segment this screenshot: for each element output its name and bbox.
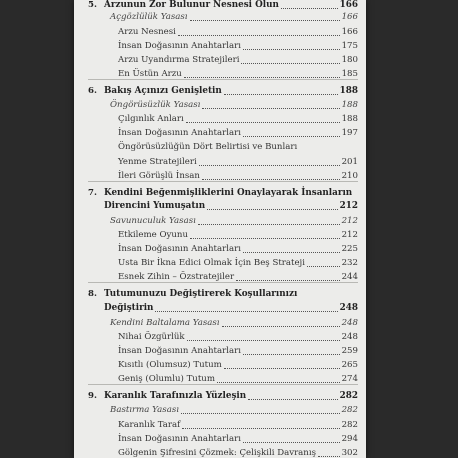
toc-title: Çılgınlık Anları xyxy=(118,114,184,124)
toc-title: Yenme Stratejileri xyxy=(118,157,197,167)
page-number: 248 xyxy=(339,303,358,313)
toc-section xyxy=(74,98,366,112)
page-number: 294 xyxy=(341,434,358,444)
chapter-number: 9. xyxy=(88,391,97,401)
page-number: 175 xyxy=(341,41,358,51)
page-number: 188 xyxy=(341,100,358,110)
toc-item xyxy=(74,112,366,126)
dot-leader xyxy=(186,120,340,123)
toc-title: Bakış Açınızı Genişletin xyxy=(104,86,222,96)
dot-leader xyxy=(190,236,340,239)
toc-title: İnsan Doğasının Anahtarları xyxy=(118,434,241,444)
dot-leader xyxy=(318,454,340,457)
page-number: 302 xyxy=(341,448,358,458)
page-number: 212 xyxy=(339,201,358,211)
toc-title: Karanlık Taraf xyxy=(118,420,181,430)
toc-title: Esnek Zihin – Özstratejiler xyxy=(118,272,235,282)
page-number: 282 xyxy=(341,420,358,430)
page-number: 244 xyxy=(341,272,358,282)
toc-item xyxy=(74,418,366,432)
toc-title: Direncini Yumuşatın xyxy=(104,201,206,211)
section-divider xyxy=(88,79,358,80)
dot-leader xyxy=(222,324,340,327)
toc-chapter xyxy=(74,199,366,213)
toc-title: Öngörüsüzlüğün Dört Belirtisi ve Bunları xyxy=(118,142,298,152)
toc-title: Kısıtlı (Olumsuz) Tutum xyxy=(118,360,222,370)
dot-leader xyxy=(202,177,340,180)
toc-item xyxy=(74,432,366,446)
toc-title: İnsan Doğasının Anahtarları xyxy=(118,41,241,51)
chapter-number: 5. xyxy=(88,0,97,10)
page-number: 248 xyxy=(341,332,358,342)
section-divider xyxy=(88,282,358,283)
dot-leader xyxy=(243,47,340,50)
toc-title: En Üstün Arzu xyxy=(118,69,182,79)
toc-title: Değiştirin xyxy=(104,303,154,313)
toc-title: İnsan Doğasının Anahtarları xyxy=(118,346,241,356)
toc-item xyxy=(74,330,366,344)
dot-leader xyxy=(243,250,340,253)
page-number: 274 xyxy=(341,374,358,384)
toc-chapter xyxy=(74,84,366,98)
toc-item xyxy=(74,228,366,242)
page-number: 166 xyxy=(341,12,358,22)
page-number: 180 xyxy=(341,55,358,65)
dot-leader xyxy=(155,309,338,312)
toc-item xyxy=(74,358,366,372)
chapter-number: 7. xyxy=(88,188,97,198)
dot-leader xyxy=(241,61,340,64)
page-number: 282 xyxy=(339,391,358,401)
page-number: 166 xyxy=(339,0,358,10)
toc-item xyxy=(74,155,366,169)
dot-leader xyxy=(236,278,340,281)
toc-chapter xyxy=(74,301,366,315)
toc-section xyxy=(74,403,366,417)
page-number: 212 xyxy=(341,230,358,240)
dot-leader xyxy=(184,75,340,78)
dot-leader xyxy=(243,440,340,443)
toc-chapter xyxy=(74,186,366,200)
dot-leader xyxy=(217,380,340,383)
page-number: 259 xyxy=(341,346,358,356)
page-number: 265 xyxy=(341,360,358,370)
dot-leader xyxy=(207,207,338,210)
section-divider xyxy=(88,384,358,385)
page-number: 225 xyxy=(341,244,358,254)
toc-section xyxy=(74,316,366,330)
dot-leader xyxy=(199,163,340,166)
toc-title: Karanlık Tarafınızla Yüzleşin xyxy=(104,391,247,401)
page-number: 232 xyxy=(341,258,358,268)
dot-leader xyxy=(248,397,338,400)
toc-title: Nihai Özgürlük xyxy=(118,332,185,342)
dot-leader xyxy=(307,264,340,267)
chapter-number: 8. xyxy=(88,289,97,299)
page-number: 197 xyxy=(341,128,358,138)
toc-title: Gölgenin Şifresini Çözmek: Çelişkili Davranış xyxy=(118,448,317,458)
dot-leader xyxy=(243,352,340,355)
page-number: 248 xyxy=(341,318,358,328)
toc-title: İleri Görüşlü İnsan xyxy=(118,171,200,181)
toc-chapter xyxy=(74,389,366,403)
page-number: 185 xyxy=(341,69,358,79)
toc-item xyxy=(74,39,366,53)
dot-leader xyxy=(198,222,340,225)
toc-title: Açgözlülük Yasası xyxy=(110,12,188,22)
toc-title: Arzu Uyandırma Stratejileri xyxy=(118,55,240,65)
dot-leader xyxy=(190,18,340,21)
page-number: 188 xyxy=(341,114,358,124)
toc-title: Kendini Beğenmişliklerini Onaylayarak İnsanların xyxy=(104,188,353,198)
toc-title: Bastırma Yasası xyxy=(110,405,179,415)
toc-item xyxy=(74,126,366,140)
toc-item xyxy=(74,256,366,270)
page-number: 201 xyxy=(341,157,358,167)
toc-item xyxy=(74,25,366,39)
toc-title: Geniş (Olumlu) Tutum xyxy=(118,374,215,384)
book-page xyxy=(74,0,366,458)
dot-leader xyxy=(181,411,340,414)
dot-leader xyxy=(187,338,340,341)
toc-title: Tutumunuzu Değiştirerek Koşullarınızı xyxy=(104,289,298,299)
toc-item xyxy=(74,446,366,458)
toc-title: Arzunun Zor Bulunur Nesnesi Olun xyxy=(104,0,279,10)
toc-item xyxy=(74,344,366,358)
toc-section xyxy=(74,214,366,228)
dot-leader xyxy=(178,33,340,36)
toc-title: Arzu Nesnesi xyxy=(118,27,176,37)
chapter-number: 6. xyxy=(88,86,97,96)
toc-item xyxy=(74,140,366,154)
toc-title: Öngörüsüzlük Yasası xyxy=(110,100,201,110)
toc-section xyxy=(74,10,366,24)
dot-leader xyxy=(224,366,340,369)
toc-title: Kendini Baltalama Yasası xyxy=(110,318,220,328)
dot-leader xyxy=(182,426,340,429)
page-number: 166 xyxy=(341,27,358,37)
toc-title: İnsan Doğasının Anahtarları xyxy=(118,128,241,138)
toc-item xyxy=(74,53,366,67)
dot-leader xyxy=(224,92,338,95)
toc-title: Etkileme Oyunu xyxy=(118,230,188,240)
dot-leader xyxy=(202,106,340,109)
dot-leader xyxy=(281,6,338,9)
page-number: 210 xyxy=(341,171,358,181)
page-number: 188 xyxy=(339,86,358,96)
page-number: 282 xyxy=(341,405,358,415)
dot-leader xyxy=(243,134,340,137)
toc-item xyxy=(74,242,366,256)
section-divider xyxy=(88,181,358,182)
toc-title: İnsan Doğasının Anahtarları xyxy=(118,244,241,254)
toc-chapter xyxy=(74,287,366,301)
toc-title: Usta Bir İkna Edici Olmak İçin Beş Strateji xyxy=(118,258,305,268)
toc-title: Savunuculuk Yasası xyxy=(110,216,196,226)
page-number: 212 xyxy=(341,216,358,226)
